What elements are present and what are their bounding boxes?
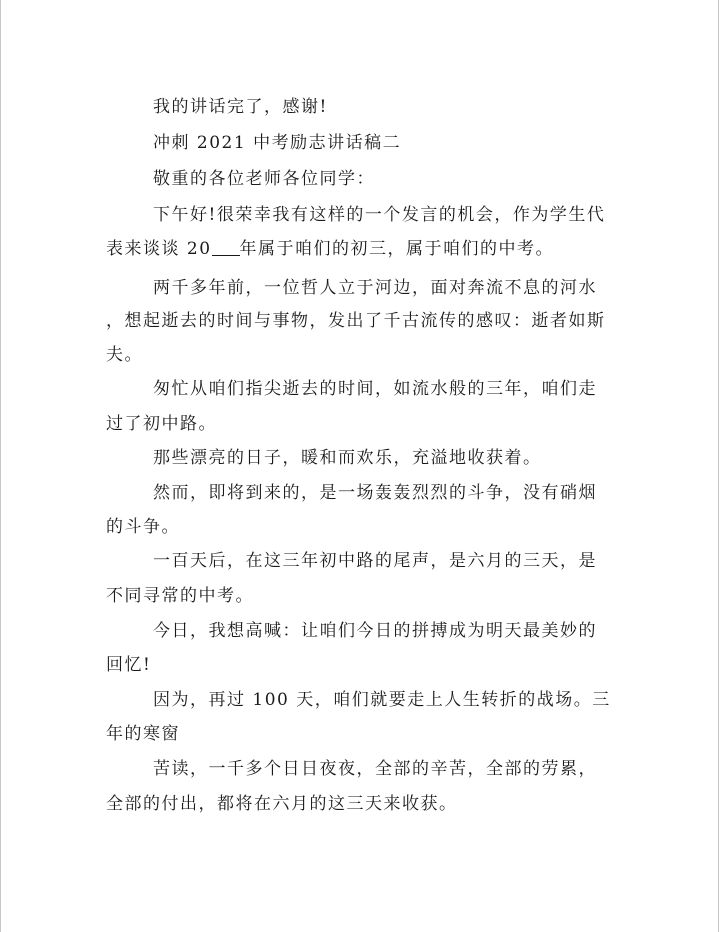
paragraph-line: 今日，我想高喊：让咱们今日的拼搏成为明天最美妙的 <box>153 621 597 641</box>
paragraph-line: 夫。 <box>106 345 143 365</box>
fill-in-blank <box>212 239 240 256</box>
paragraph-line: 因为，再过 100 天，咱们就要走上人生转折的战场。三 <box>153 690 611 710</box>
paragraph-line: 然而，即将到来的，是一场轰轰烈烈的斗争，没有硝烟 <box>153 483 597 503</box>
paragraph-line: 过了初中路。 <box>106 414 217 434</box>
paragraph-line: 回忆! <box>106 655 152 675</box>
paragraph-line: 的斗争。 <box>106 517 180 537</box>
paragraph-line: 苦读，一千多个日日夜夜，全部的辛苦，全部的劳累， <box>153 759 597 779</box>
paragraph-line: 全部的付出，都将在六月的这三天来收获。 <box>106 794 458 814</box>
paragraph-line: ，想起逝去的时间与事物，发出了千古流传的感叹：逝者如斯 <box>106 311 606 331</box>
paragraph-line-part: 年属于咱们的初三，属于咱们的中考。 <box>239 239 555 259</box>
paragraph-line: 不同寻常的中考。 <box>106 586 254 606</box>
paragraph-line: 年的寒窗 <box>106 724 180 744</box>
paragraph-line: 匆忙从咱们指尖逝去的时间，如流水般的三年，咱们走 <box>153 379 597 399</box>
closing-line: 我的讲话完了，感谢! <box>153 97 328 117</box>
paragraph-line <box>106 237 554 261</box>
salutation: 敬重的各位老师各位同学： <box>153 169 375 189</box>
paragraph-line: 下午好!很荣幸我有这样的一个发言的机会，作为学生代 <box>153 205 606 225</box>
paragraph-line: 一百天后，在这三年初中路的尾声，是六月的三天，是 <box>153 551 597 571</box>
paragraph-line: 那些漂亮的日子，暖和而欢乐，充溢地收获着。 <box>153 448 542 468</box>
paragraph-line-part: 表来谈谈 20 <box>106 239 212 259</box>
paragraph-line: 两千多年前，一位哲人立于河边，面对奔流不息的河水 <box>153 278 597 298</box>
speech-title: 冲刺 2021 中考励志讲话稿二 <box>153 133 402 153</box>
